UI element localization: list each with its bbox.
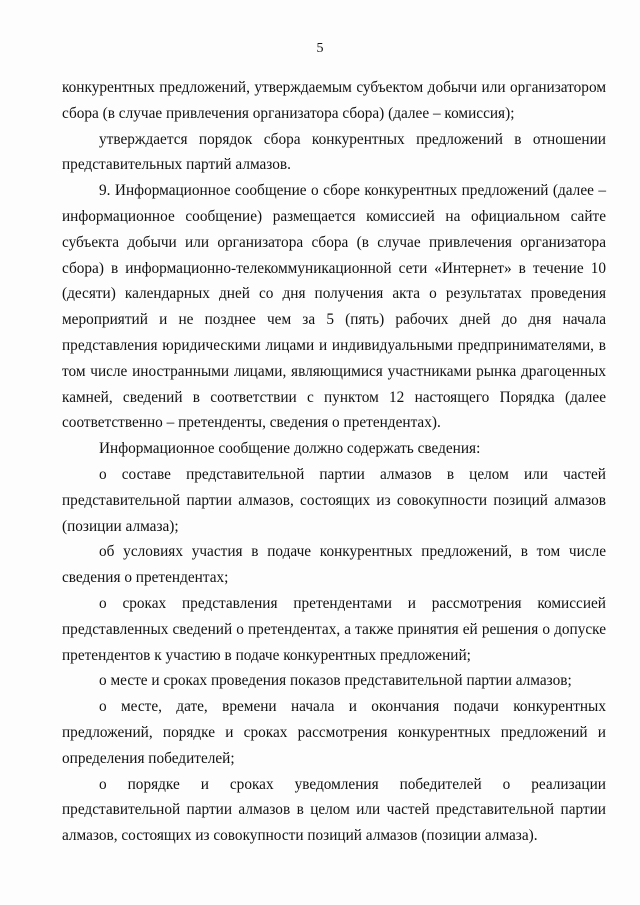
paragraph-commission-continuation: конкурентных предложений, утверждаемым субъектом добычи или организатором сбора (в случае привлечения организатора сбора) (далее – комиссия);: [62, 79, 606, 122]
document-body: [62, 75, 606, 849]
list-item-submission-deadlines: о сроках представления претендентами и рассмотрения комиссией представленных сведений о претендентах, а также принятия ей решения о допуске претендентов к участию в подаче конкурентных предложений;: [62, 594, 606, 664]
list-item-bid-submission-schedule: о месте, дате, времени начала и окончания подачи конкурентных предложений, порядке и сроках рассмотрения конкурентных предложений и определения победителей;: [62, 698, 606, 767]
paragraph-item-9-information-notice: 9. Информационное сообщение о сборе конкурентных предложений (далее – информационное сообщение) размещается комиссией на официальном сайте субъекта добычи или организатора сбора (в случае привлечения организатора сбора) в информационно-телекоммуникационной сети «Интернет» в течение 10 (десяти) календарных дней со дня получения акта о результатах проведения мероприятий и не позднее чем за 5 (пять) рабочих дней до дня начала представления юридическими лицами и индивидуальными предпринимателями, в том числе иностранными лицами, являющимися участниками рынка драгоценных камней, сведений в соответствии с пунктом 12 настоящего Порядка (далее соответственно – претенденты, сведения о претендентах).: [62, 182, 606, 432]
paragraph-collection-procedure: утверждается порядок сбора конкурентных предложений в отношении представительных партий алмазов.: [62, 130, 606, 174]
list-item-batch-composition: о составе представительной партии алмазов в целом или частей представительной партии алмазов, состоящих из совокупности позиций алмазов (позиции алмаза);: [62, 465, 606, 535]
list-item-winner-notification: о порядке и сроках уведомления победителей о реализации представительной партии алмазов в целом или частей представительной партии алмазов, состоящих из совокупности позиций алмазов (позиции алмаза).: [62, 775, 606, 845]
list-item-participation-conditions: об условиях участия в подаче конкурентных предложений, в том числе сведения о претендентах;: [62, 543, 606, 587]
paragraph-notice-contents-intro: Информационное сообщение должно содержать сведения:: [99, 440, 481, 458]
page-number: 5: [316, 41, 324, 56]
list-item-showing-place-and-dates: о месте и сроках проведения показов представительной партии алмазов;: [99, 672, 572, 690]
